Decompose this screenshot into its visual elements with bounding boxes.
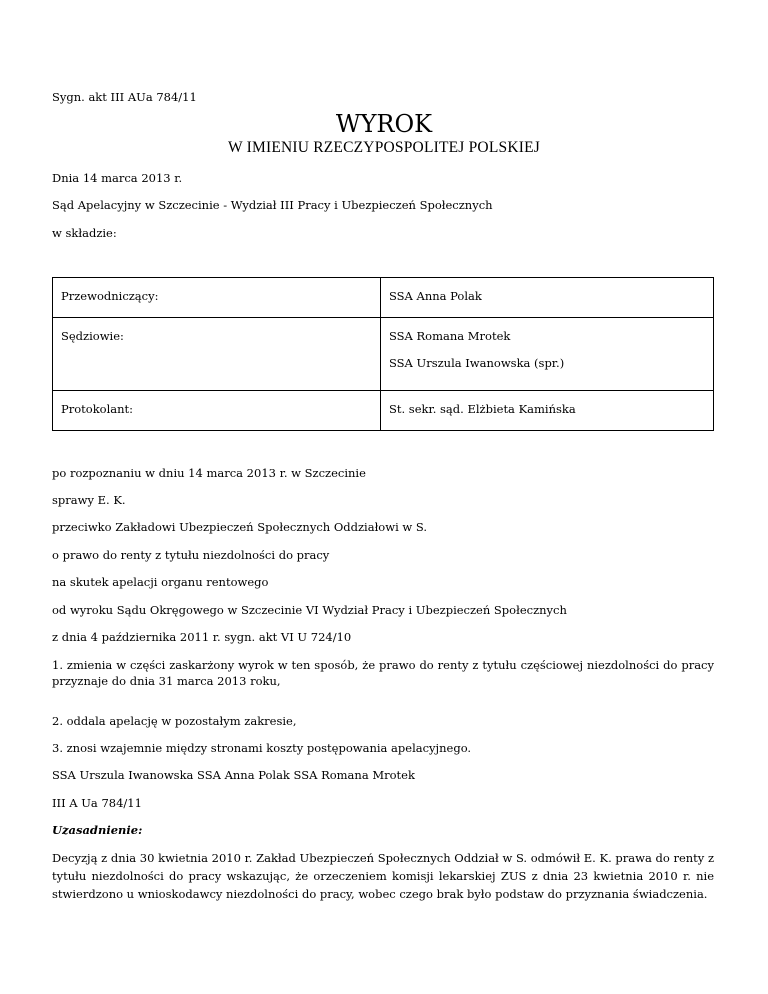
justification-heading: Uzasadnienie: — [52, 823, 143, 837]
composition-label: w składzie: — [52, 226, 117, 240]
judges-label: Sędziowie: — [53, 317, 381, 390]
proceedings-line: z dnia 4 października 2011 r. sygn. akt VI U 724/10 — [52, 630, 352, 644]
court-name: Sąd Apelacyjny w Szczecinie - Wydział III Pracy i Ubezpieczeń Społecznych — [52, 198, 493, 212]
judge-name: SSA Romana Mrotek — [389, 328, 511, 343]
judge-signatures: SSA Urszula Iwanowska SSA Anna Polak SSA Romana Mrotek — [52, 768, 415, 782]
proceedings-line: na skutek apelacji organu rentowego — [52, 575, 269, 589]
table-row — [53, 391, 714, 431]
table-row — [53, 317, 714, 390]
proceedings-line: po rozpoznaniu w dniu 14 marca 2013 r. w Szczecinie — [52, 466, 366, 480]
proceedings-line: o prawo do renty z tytułu niezdolności do pracy — [52, 548, 330, 562]
document-title: WYROK — [335, 110, 433, 138]
proceedings-line: od wyroku Sądu Okręgowego w Szczecinie VI Wydział Pracy i Ubezpieczeń Społecznych — [52, 603, 567, 617]
case-signature: Sygn. akt III AUa 784/11 — [52, 90, 197, 104]
proceedings-line: przeciwko Zakładowi Ubezpieczeń Społecznych Oddziałowi w S. — [52, 520, 428, 534]
clerk-label: Protokolant: — [53, 391, 381, 431]
clerk-name: St. sekr. sąd. Elżbieta Kamińska — [381, 391, 714, 431]
proceedings-line: sprawy E. K. — [52, 493, 126, 507]
document-subtitle: W IMIENIU RZECZYPOSPOLITEJ POLSKIEJ — [228, 139, 540, 156]
judges-cell — [381, 317, 714, 390]
chair-label: Przewodniczący: — [53, 278, 381, 318]
judgment-date: Dnia 14 marca 2013 r. — [52, 171, 183, 185]
bench-table — [52, 277, 714, 431]
chair-name: SSA Anna Polak — [381, 278, 714, 318]
verdict-point: 3. znosi wzajemnie między stronami koszty postępowania apelacyjnego. — [52, 741, 472, 755]
verdict-point: 1. zmienia w części zaskarżony wyrok w ten sposób, że prawo do renty z tytułu częściowej niezdolności do pracy przyznaje do dnia 31 marca 2013 roku, — [52, 658, 714, 689]
verdict-point: 2. oddala apelację w pozostałym zakresie, — [52, 714, 297, 728]
justification-paragraph: Decyzją z dnia 30 kwietnia 2010 r. Zakład Ubezpieczeń Społecznych Oddział w S. odmówił E. K. prawa do renty z tytułu niezdolności do pracy wskazując, że orzeczeniem komisji lekarskiej ZUS z dnia 23 kwietnia 2010 r. nie stwierdzono u wnioskodawcy niezdolności do pracy, wobec czego brak było podstaw do przyznania świadczenia. — [52, 851, 714, 901]
judge-name: SSA Urszula Iwanowska (spr.) — [389, 355, 565, 370]
case-reference: III A Ua 784/11 — [52, 796, 142, 810]
table-row — [53, 278, 714, 318]
